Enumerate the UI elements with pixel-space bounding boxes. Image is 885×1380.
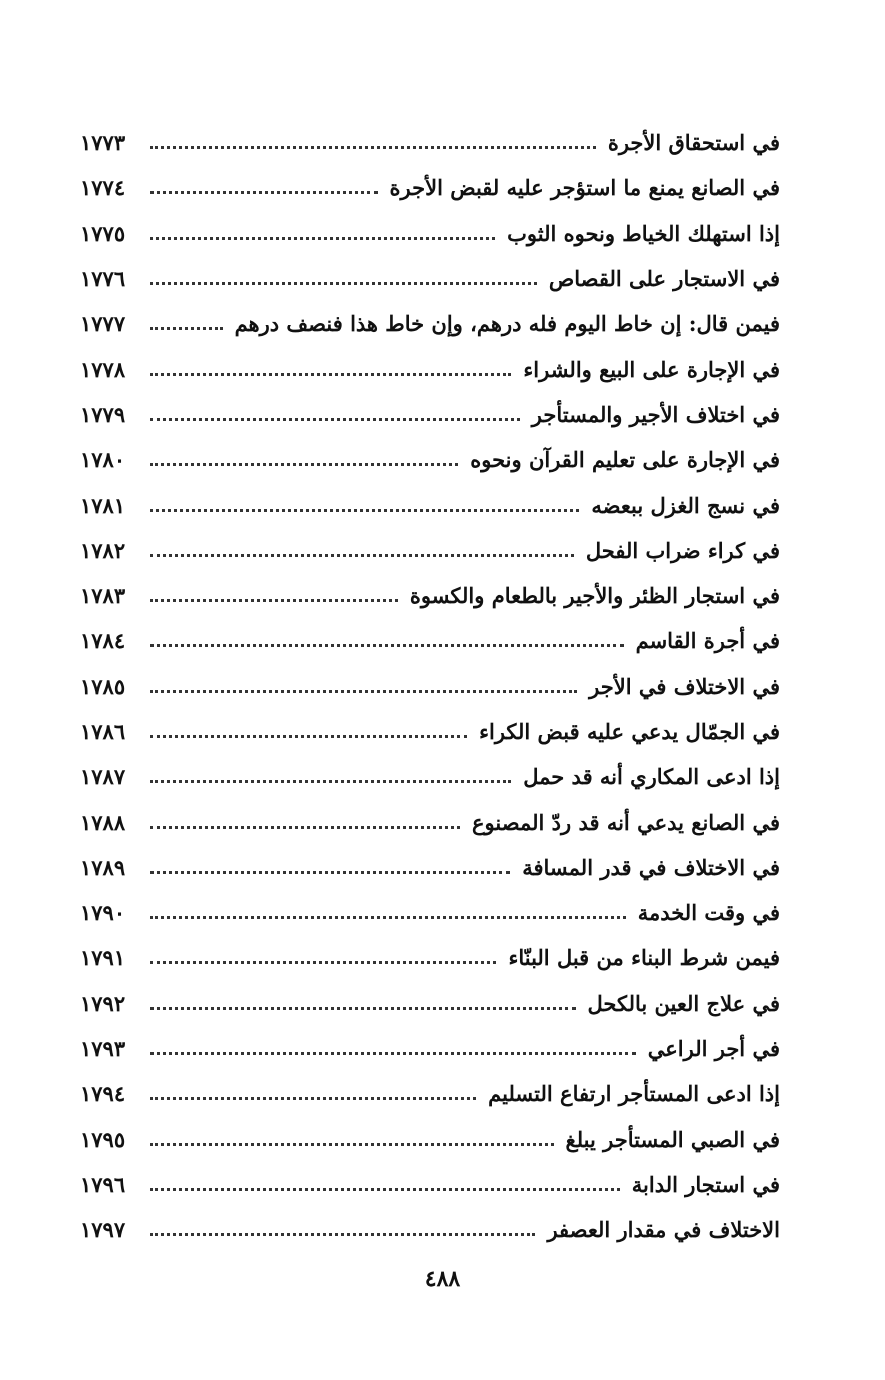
dot-leader	[150, 1052, 636, 1055]
toc-entry	[80, 845, 780, 890]
toc-entry-number: ١٧٧٣	[80, 130, 126, 156]
toc-entry-title: في استجار الدابة	[631, 1171, 780, 1197]
toc-entry-title: فيمن شرط البناء من قبل البنّاء	[508, 945, 780, 971]
toc-entry-number: ١٧٨٥	[80, 673, 126, 699]
toc-entry	[80, 256, 780, 301]
toc-entry-number: ١٧٩٢	[80, 990, 126, 1016]
toc-entry	[80, 211, 780, 256]
toc-entry	[80, 120, 780, 165]
toc-entry-number: ١٧٧٦	[80, 266, 126, 292]
toc-entry	[80, 618, 780, 663]
toc-entry-title: في الصانع يدعي أنه قد ردّ المصنوع	[472, 809, 780, 835]
toc-entry	[80, 1162, 780, 1207]
toc-entry	[80, 301, 780, 346]
dot-leader	[150, 690, 577, 693]
dot-leader	[150, 191, 378, 194]
toc-entry-title: في وقت الخدمة	[637, 900, 780, 926]
toc-entry-title: الاختلاف في مقدار العصفر	[547, 1217, 780, 1243]
toc-entry-number: ١٧٩٧	[80, 1217, 126, 1243]
toc-entry-title: إذا ادعى المستأجر ارتفاع التسليم	[488, 1081, 780, 1107]
toc-entry-number: ١٧٩٤	[80, 1081, 126, 1107]
toc-entry-number: ١٧٧٧	[80, 311, 126, 337]
toc-entry	[80, 935, 780, 980]
toc-entry	[80, 1207, 780, 1252]
toc-entry	[80, 482, 780, 527]
toc-entry	[80, 981, 780, 1026]
dot-leader	[150, 282, 537, 285]
toc-entry-title: في الصانع يمنع ما استؤجر عليه لقبض الأجرة	[389, 175, 780, 201]
toc-entry	[80, 754, 780, 799]
toc-entry-title: في استحقاق الأجرة	[607, 130, 780, 156]
toc-entry-number: ١٧٨٧	[80, 764, 126, 790]
dot-leader	[150, 644, 624, 647]
toc-entry-title: في أجر الراعي	[647, 1036, 780, 1062]
dot-leader	[150, 1233, 535, 1236]
dot-leader	[150, 237, 495, 240]
toc-entry-number: ١٧٧٥	[80, 220, 126, 246]
dot-leader	[150, 1143, 554, 1146]
dot-leader	[150, 1007, 576, 1010]
toc-entry	[80, 1026, 780, 1071]
dot-leader	[150, 509, 579, 512]
toc-entry-number: ١٧٨٦	[80, 719, 126, 744]
toc-entry-title: إذا ادعى المكاري أنه قد حمل	[523, 764, 780, 790]
toc-entry-title: في الإجارة على تعليم القرآن ونحوه	[470, 447, 780, 473]
dot-leader	[150, 916, 626, 919]
dot-leader	[150, 599, 398, 602]
toc-entry-number: ١٧٧٩	[80, 401, 126, 427]
toc-entry-title: في الاختلاف في الأجر	[589, 673, 780, 699]
dot-leader	[150, 418, 520, 421]
toc-entry-number: ١٧٨٩	[80, 854, 126, 880]
toc-entry-number: ١٧٧٤	[80, 175, 126, 201]
dot-leader	[150, 780, 511, 783]
toc-entry-number: ١٧٨٢	[80, 537, 126, 563]
dot-leader	[150, 554, 574, 557]
dot-leader	[150, 826, 460, 829]
toc-entry-number: ١٧٩٦	[80, 1171, 126, 1197]
toc-entry-number: ١٧٨١	[80, 492, 126, 518]
toc-entry-number: ١٧٨٤	[80, 628, 126, 654]
toc-entry-number: ١٧٩٠	[80, 900, 126, 926]
toc-entry-title: في الجمّال يدعي عليه قبض الكراء	[479, 719, 780, 744]
dot-leader	[150, 871, 510, 874]
dot-leader	[150, 961, 496, 964]
toc-entry	[80, 392, 780, 437]
toc-entry	[80, 664, 780, 709]
toc-entry-number: ١٧٧٨	[80, 356, 126, 382]
toc-entry-title: في استجار الظئر والأجير بالطعام والكسوة	[409, 583, 780, 609]
toc-entry	[80, 437, 780, 482]
toc-entry-title: فيمن قال: إن خاط اليوم فله درهم، وإن خاط هذا فنصف درهم	[234, 311, 780, 337]
dot-leader	[150, 373, 511, 376]
toc-entry	[80, 1117, 780, 1162]
table-of-contents	[80, 120, 780, 1252]
toc-entry-number: ١٧٨٠	[80, 447, 126, 473]
toc-entry	[80, 346, 780, 391]
dot-leader	[150, 1188, 620, 1191]
toc-entry-title: في الإجارة على البيع والشراء	[523, 356, 780, 382]
toc-entry-title: في أجرة القاسم	[635, 628, 780, 654]
toc-entry-number: ١٧٩٥	[80, 1126, 126, 1152]
dot-leader	[150, 463, 458, 466]
toc-entry	[80, 799, 780, 844]
toc-entry-title: إذا استهلك الخياط ونحوه الثوب	[507, 220, 780, 246]
toc-entry-title: في الاختلاف في قدر المسافة	[522, 854, 780, 880]
toc-entry-title: في كراء ضراب الفحل	[585, 537, 780, 563]
page-number: ٤٨٨	[424, 1266, 461, 1292]
toc-entry-title: في الاستجار على القصاص	[548, 266, 780, 292]
dot-leader	[150, 327, 223, 330]
toc-entry	[80, 573, 780, 618]
toc-entry-title: في علاج العين بالكحل	[587, 990, 780, 1016]
toc-entry	[80, 528, 780, 573]
toc-entry-number: ١٧٨٨	[80, 809, 126, 835]
toc-entry-title: في اختلاف الأجير والمستأجر	[531, 401, 780, 427]
toc-entry-number: ١٧٩٣	[80, 1036, 126, 1062]
dot-leader	[150, 146, 596, 149]
toc-entry-number: ١٧٨٣	[80, 583, 126, 609]
toc-entry	[80, 890, 780, 935]
dot-leader	[150, 1097, 476, 1100]
dot-leader	[150, 735, 467, 738]
toc-entry-number: ١٧٩١	[80, 945, 126, 971]
toc-entry-title: في نسج الغزل ببعضه	[591, 492, 780, 518]
toc-entry	[80, 165, 780, 210]
toc-entry-title: في الصبي المستأجر يبلغ	[565, 1126, 780, 1152]
toc-entry	[80, 709, 780, 754]
toc-entry	[80, 1071, 780, 1116]
